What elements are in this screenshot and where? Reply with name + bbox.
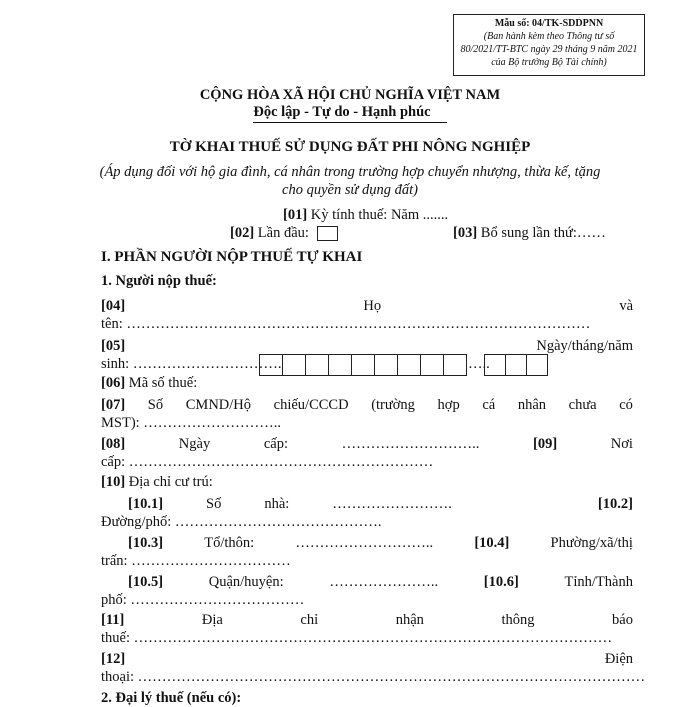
field-08-issue-date[interactable]: ………………………..: [341, 436, 480, 452]
field-07-word: CMND/Hộ: [185, 397, 252, 413]
field-12-code: [12]: [101, 651, 126, 667]
field-12-phone[interactable]: thoại: ……………………………………………………………………………………………: [101, 669, 646, 685]
dob-cell[interactable]: [305, 354, 329, 376]
motto-text: Độc lập - Tự do - Hạnh phúc: [253, 104, 446, 123]
field-07-row: [101, 397, 633, 414]
field-11-word: Địa: [201, 612, 223, 628]
field-09-issue-place[interactable]: cấp: ………………………………………………………: [101, 454, 434, 470]
dob-cell[interactable]: [526, 354, 548, 376]
field-05-code: [05]: [101, 338, 126, 354]
field-06-tax-code[interactable]: [101, 375, 197, 392]
field-11-notice-address[interactable]: thuế: ………………………………………………………………………………………: [101, 630, 613, 646]
field-11-word: thông: [501, 612, 535, 628]
field-05-row: [101, 338, 633, 355]
dob-cell[interactable]: [374, 354, 398, 376]
field-10-6-code: [10.6]: [483, 574, 519, 590]
field-10-3-word: Tổ/thôn:: [204, 535, 255, 551]
dob-cell[interactable]: [351, 354, 375, 376]
field-03-code: [03]: [453, 225, 478, 241]
field-10-2-street[interactable]: Đường/phố: …………………………………….: [101, 514, 382, 530]
field-05-word1: Ngày/tháng/năm: [536, 338, 633, 354]
dob-separator: …..: [468, 356, 490, 372]
subsection-tax-agent: 2. Đại lý thuế (nếu có):: [101, 690, 242, 706]
form-note-line1: (Ban hành kèm theo Thông tư số: [483, 31, 615, 42]
field-04-full-name[interactable]: tên: ……………………………………………………………………………………: [101, 316, 591, 332]
dob-cell[interactable]: [420, 354, 444, 376]
field-01-code: [01]: [283, 207, 308, 223]
dob-cell[interactable]: [259, 354, 283, 376]
field-08-word1: Ngày: [178, 436, 211, 452]
field-10-3-group[interactable]: ………………………..: [295, 535, 434, 551]
field-03-text: Bổ sung lần thứ:……: [480, 225, 606, 241]
field-05-dob-label: sinh: ………………………….: [101, 356, 282, 372]
field-07-code: [07]: [101, 397, 126, 413]
field-11-code: [11]: [101, 612, 125, 628]
field-10-3-row: [128, 535, 633, 552]
field-07-word: chiếu/CCCD: [273, 397, 349, 413]
field-10-6-word: Tỉnh/Thành: [564, 574, 633, 590]
field-11-word: báo: [612, 612, 633, 628]
field-10-code: [10]: [101, 474, 126, 490]
section-1-heading: I. PHẦN NGƯỜI NỘP THUẾ TỰ KHAI: [101, 249, 363, 265]
field-11-word: nhận: [395, 612, 424, 628]
form-number: Mẫu số: 04/TK-SDDPNN: [494, 18, 604, 29]
field-07-word: (trường: [371, 397, 415, 413]
field-07-word: có: [619, 397, 633, 413]
field-06-code: [06]: [101, 375, 126, 391]
dob-cell[interactable]: [397, 354, 421, 376]
spacer: [495, 496, 555, 513]
field-10-4-code: [10.4]: [474, 535, 510, 551]
field-07-word: hợp: [437, 397, 460, 413]
field-02-code: [02]: [230, 225, 255, 241]
country-name: CỘNG HÒA XÃ HỘI CHỦ NGHĨA VIỆT NAM: [199, 87, 501, 103]
dob-cell[interactable]: [282, 354, 306, 376]
field-10-4-word: Phường/xã/thị: [550, 535, 633, 551]
first-time-checkbox[interactable]: [317, 226, 338, 241]
field-10-text: Địa chỉ cư trú:: [128, 474, 213, 490]
field-11-word: chỉ: [300, 612, 319, 628]
field-10-1-house-number[interactable]: …………………….: [332, 496, 452, 512]
document-title: TỜ KHAI THUẾ SỬ DỤNG ĐẤT PHI NÔNG NGHIỆP: [169, 139, 531, 155]
field-07-id-number[interactable]: MST): ………………………..: [101, 415, 282, 431]
field-10-1-code: [10.1]: [128, 496, 164, 512]
field-08-code: [08]: [101, 436, 126, 452]
field-09-code: [09]: [533, 436, 558, 452]
field-10-1-word2: nhà:: [264, 496, 290, 512]
field-04-word1: Họ: [363, 298, 382, 314]
dob-cell[interactable]: [484, 354, 506, 376]
field-10-2-code: [10.2]: [597, 496, 633, 512]
national-motto: [0, 104, 700, 121]
field-09-word: Nơi: [610, 436, 633, 452]
field-07-word: cá: [482, 397, 496, 413]
field-10-6-province[interactable]: phố: ………………………………: [101, 592, 305, 608]
field-04-word2: và: [619, 298, 633, 314]
dob-date-cells[interactable]: [259, 354, 466, 376]
field-07-word: chưa: [568, 397, 597, 413]
field-07-word: Số: [147, 397, 164, 413]
form-note-line3: của Bộ trưởng Bộ Tài chính): [491, 57, 607, 68]
field-11-row: [101, 612, 633, 629]
field-10-1-row: [128, 496, 633, 513]
field-10-4-ward[interactable]: trấn: ……………………………: [101, 553, 291, 569]
subtitle-line1: (Áp dụng đối với hộ gia đình, cá nhân trong trường hợp chuyển nhượng, thừa kế, tặng: [99, 164, 601, 180]
field-06-text: Mã số thuế:: [128, 375, 198, 391]
field-04-row: [101, 298, 633, 315]
dob-cell[interactable]: [443, 354, 467, 376]
field-02-text: Lần đầu:: [257, 225, 309, 241]
dob-extra-cells[interactable]: [484, 354, 547, 376]
field-08-row: [101, 436, 633, 453]
form-number-box: [453, 14, 645, 76]
field-10-5-district[interactable]: …………………..: [329, 574, 439, 590]
field-10-5-row: [128, 574, 633, 591]
field-10-3-code: [10.3]: [128, 535, 164, 551]
field-07-word: nhân: [517, 397, 547, 413]
field-08-word2: cấp:: [263, 436, 288, 452]
subsection-taxpayer: 1. Người nộp thuế:: [101, 273, 217, 289]
subtitle-line2: cho quyền sử dụng đất): [282, 182, 418, 198]
field-10-residence: [101, 474, 213, 491]
field-12-word: Điện: [604, 651, 633, 667]
form-note-line2: 80/2021/TT-BTC ngày 29 tháng 9 năm 2021: [460, 44, 638, 55]
field-10-5-word: Quận/huyện:: [208, 574, 284, 590]
field-10-5-code: [10.5]: [128, 574, 164, 590]
dob-cell[interactable]: [505, 354, 527, 376]
field-04-code: [04]: [101, 298, 126, 314]
field-02-first-time: [230, 225, 338, 242]
field-01-tax-period[interactable]: [283, 207, 448, 224]
field-03-supplement[interactable]: [453, 225, 606, 242]
dob-cell[interactable]: [328, 354, 352, 376]
field-12-row: [101, 651, 633, 668]
field-01-text: Kỳ tính thuế: Năm .......: [310, 207, 449, 223]
field-10-1-word1: Số: [206, 496, 222, 512]
